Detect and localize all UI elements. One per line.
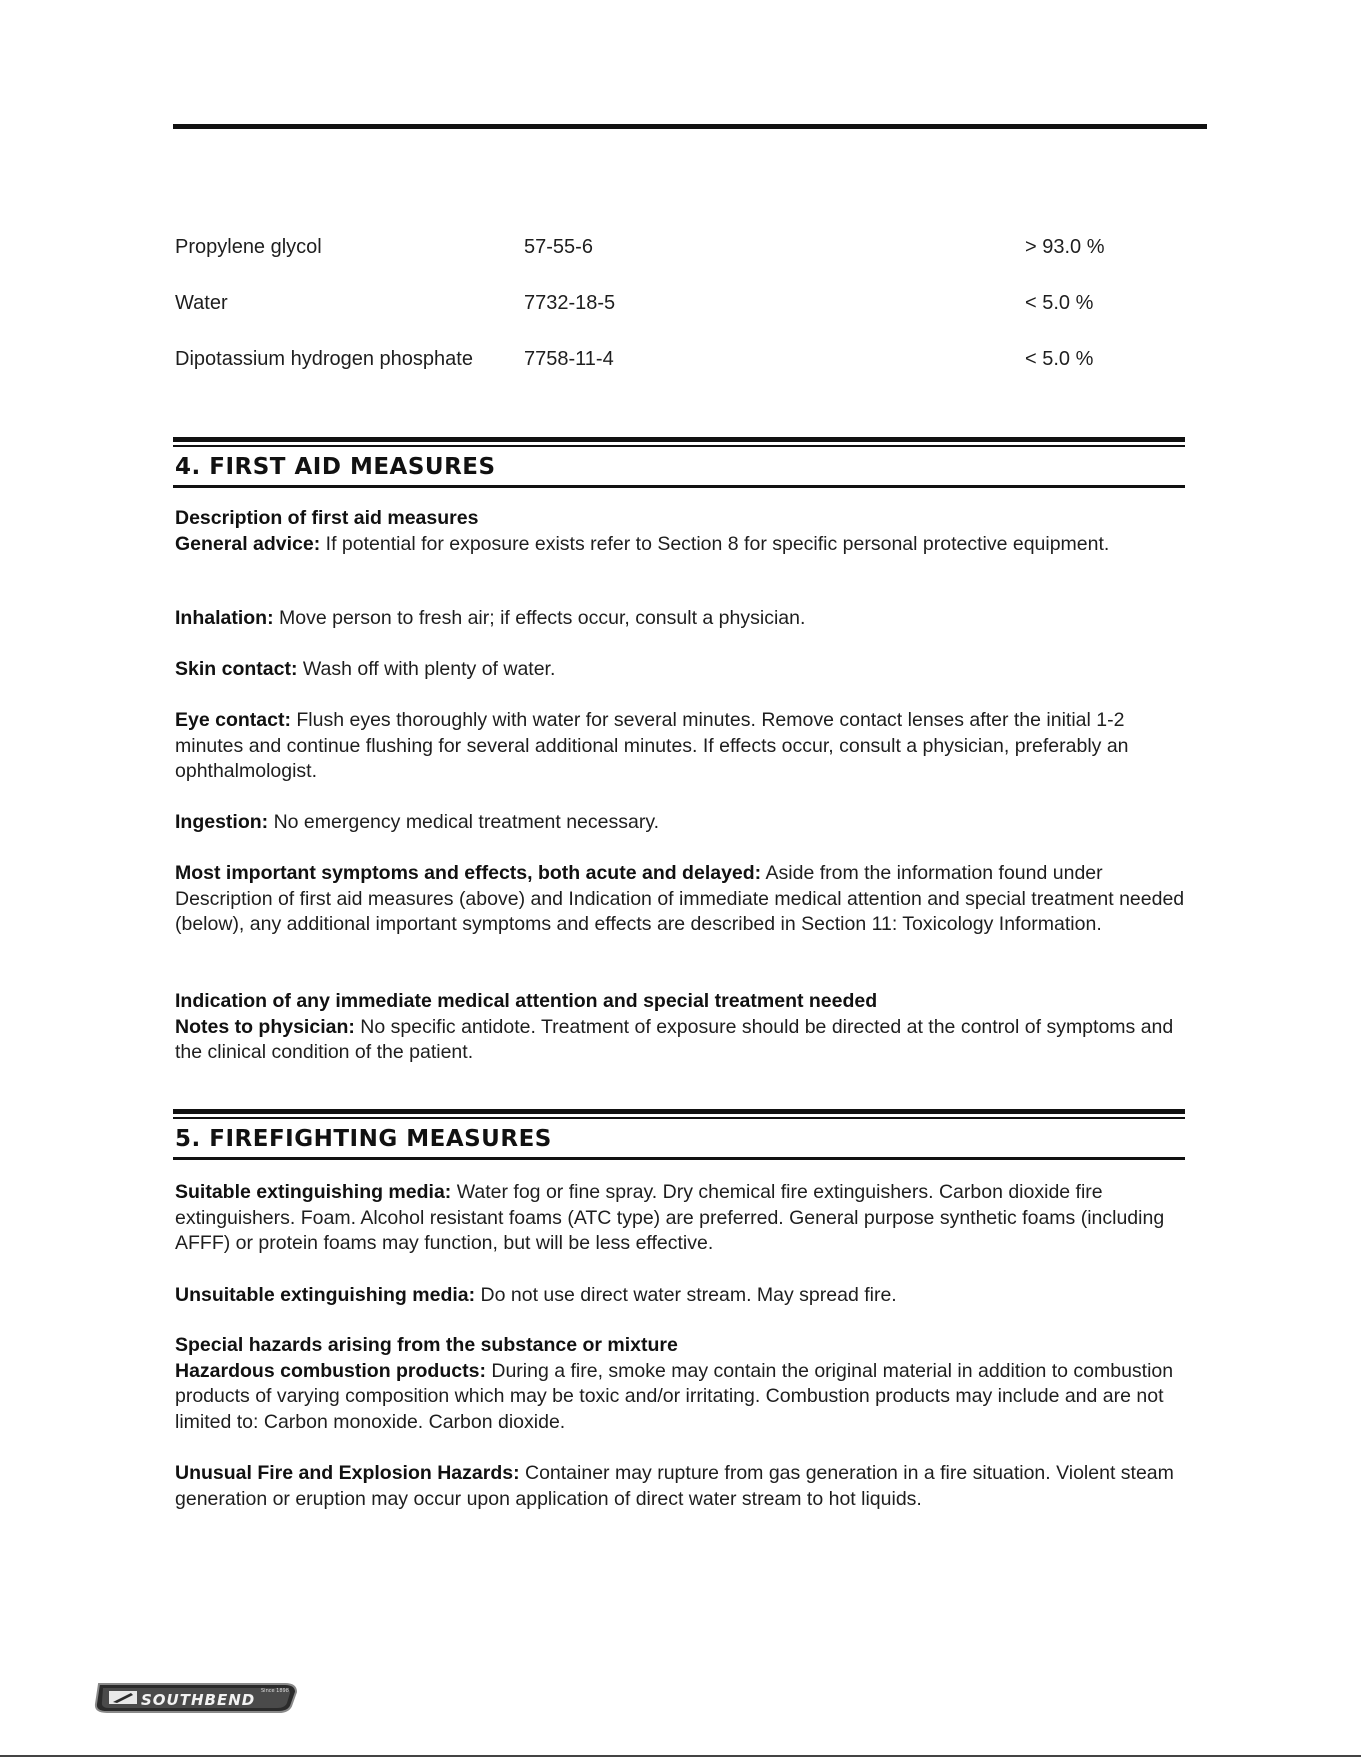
concentration: < 5.0 %: [1025, 292, 1094, 314]
section-rule: [173, 437, 1185, 442]
field-label: Unusual Fire and Explosion Hazards:: [175, 1462, 520, 1484]
field-text: Wash off with plenty of water.: [297, 658, 556, 680]
fire-suitable-media: [175, 1180, 1185, 1257]
field-text: Flush eyes thoroughly with water for several minutes. Remove contact lenses after the initial 1-2 minutes and continue flushing for several additional minutes. If effects occur, consult a physician, preferably an ophthalmologist.: [175, 709, 1129, 782]
fire-special-hazards: [175, 1333, 1185, 1435]
cas-number: 57-55-6: [524, 236, 593, 258]
first-aid-symptoms: [175, 861, 1185, 938]
first-aid-skin: [175, 657, 1185, 683]
cas-number: 7732-18-5: [524, 292, 616, 314]
field-label: General advice:: [175, 532, 321, 555]
component-name: Water: [175, 292, 228, 314]
field-label: Skin contact:: [175, 658, 298, 680]
first-aid-ingestion: [175, 810, 1185, 836]
field-text: Do not use direct water stream. May spread fire.: [475, 1284, 897, 1306]
svg-text:SOUTHBEND: SOUTHBEND: [141, 1691, 256, 1709]
field-text: Move person to fresh air; if effects occur, consult a physician.: [273, 607, 806, 629]
section-rule: [173, 1157, 1185, 1160]
first-aid-eye: [175, 708, 1185, 785]
fire-unusual-hazards: [175, 1461, 1185, 1512]
field-label: Eye contact:: [175, 709, 291, 731]
component-name: Dipotassium hydrogen phosphate: [175, 348, 473, 370]
field-label: Hazardous combustion products:: [175, 1359, 486, 1382]
section-4-header: [173, 437, 1185, 488]
first-aid-inhalation: [175, 606, 1185, 632]
field-label: Ingestion:: [175, 811, 269, 833]
section-5-header: [173, 1109, 1185, 1160]
field-text: During a fire, smoke may contain the original material in addition to combustion products of varying composition which may be toxic and/or irritating. Combustion products may include and are not limited to: Carbon monoxide. Carbon dioxide.: [175, 1359, 1174, 1433]
cas-number: 7758-11-4: [524, 348, 614, 370]
concentration: > 93.0 %: [1025, 236, 1105, 258]
first-aid-notes: [175, 989, 1185, 1066]
bottom-rule: [0, 1755, 1361, 1757]
field-text: Aside from the information found under Description of first aid measures (above) and Indication of immediate medical attention and special treatment needed (below), any additional important symptoms and effects are described in Section 11: Toxicology Information.: [175, 862, 1185, 935]
first-aid-general: [175, 506, 1185, 557]
southbend-logo: [93, 1682, 298, 1714]
section-rule: [173, 1109, 1185, 1114]
field-text: If potential for exposure exists refer to Section 8 for specific personal protective equipment.: [320, 532, 1110, 555]
section-title: 5. FIREFIGHTING MEASURES: [175, 1126, 552, 1152]
field-label: Inhalation:: [175, 607, 274, 629]
field-text: No specific antidote. Treatment of exposure should be directed at the control of symptoms and the clinical condition of the patient.: [175, 1015, 1174, 1063]
top-rule: [173, 124, 1207, 129]
field-text: No emergency medical treatment necessary.: [268, 811, 660, 833]
field-text: Container may rupture from gas generation in a fire situation. Violent steam generation or eruption may occur upon application of direct water stream to hot liquids.: [175, 1462, 1174, 1510]
field-text: Water fog or fine spray. Dry chemical fire extinguishers. Carbon dioxide fire extinguishers. Foam. Alcohol resistant foams (ATC type) are preferred. General purpose synthetic foams (including AFFF) or protein foams may function, but will be less effective.: [175, 1181, 1165, 1254]
field-label: Notes to physician:: [175, 1015, 355, 1038]
field-label: Unsuitable extinguishing media:: [175, 1284, 476, 1306]
concentration: < 5.0 %: [1025, 348, 1094, 370]
section-title: 4. FIRST AID MEASURES: [175, 454, 496, 480]
svg-text:Since 1898: Since 1898: [261, 1688, 289, 1694]
subheading: Indication of any immediate medical attention and special treatment needed: [175, 990, 878, 1012]
fire-unsuitable-media: [175, 1283, 1185, 1309]
section-rule: [173, 485, 1185, 488]
subheading: Special hazards arising from the substance or mixture: [175, 1334, 678, 1356]
field-label: Most important symptoms and effects, both acute and delayed:: [175, 862, 762, 884]
field-label: Suitable extinguishing media:: [175, 1181, 452, 1203]
component-name: Propylene glycol: [175, 236, 322, 258]
subheading: Description of first aid measures: [175, 507, 479, 529]
